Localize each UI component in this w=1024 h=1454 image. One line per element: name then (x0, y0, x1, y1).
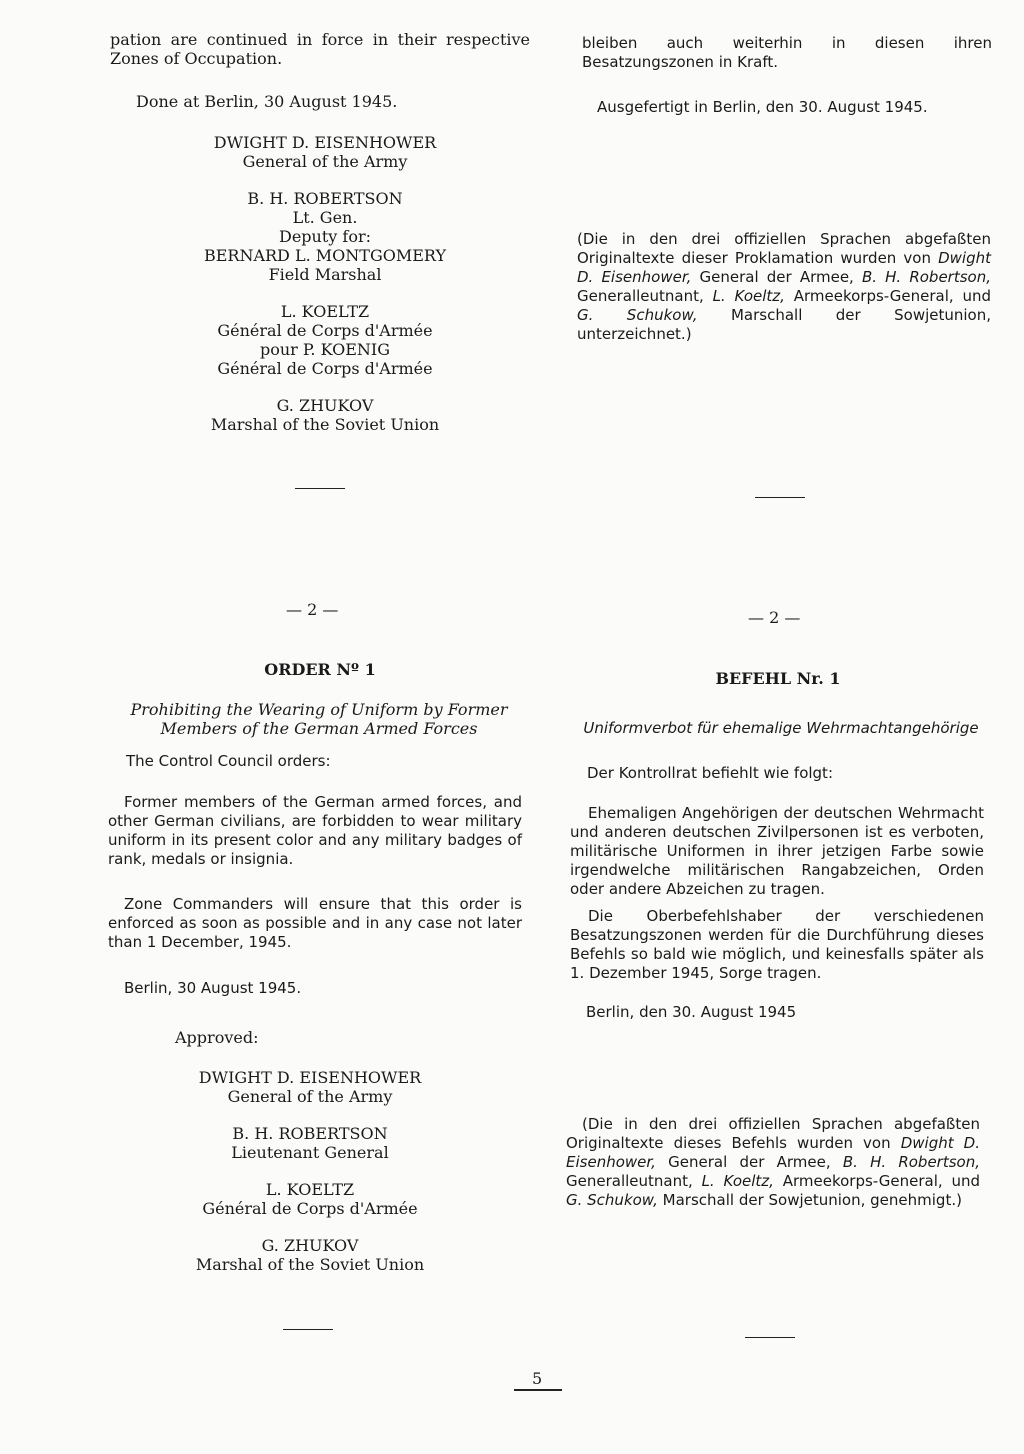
de-order-title: BEFEHL Nr. 1 (715, 669, 841, 688)
signatory-line: Marshal of the Soviet Union (195, 1255, 425, 1274)
de-order-subtitle: Uniformverbot für ehemalige Wehrmachtangehörige (583, 719, 979, 737)
de-order-intro: Der Kontrollrat befiehlt wie folgt: (587, 764, 833, 782)
signatory-line: Marshal of the Soviet Union (210, 415, 440, 434)
de-order-paragraph: Die Oberbefehlshaber der verschiedenen Besatzungszonen werden für die Durchführung dieses Befehls so bald wie möglich, und keinesfalls später als 1. Dezember 1945, Sorge tragen. (570, 907, 984, 982)
en-order-paragraph: Zone Commanders will ensure that this order is enforced as soon as possible and in any case not later than 1 December, 1945. (108, 895, 522, 951)
signatory-line: L. KOELTZ (265, 1180, 355, 1199)
de-order-paragraph: Ehemaligen Angehörigen der deutschen Wehrmacht und anderen deutschen Zivilpersonen ist es verboten, militärische Uniformen in ihrer jetzigen Farbe sowie irgendwelche militärischen Rangabzeichen, Orden oder andere Abzeichen zu tragen. (570, 804, 984, 898)
signatory-line: Deputy for: (279, 227, 371, 246)
page-number-underline (514, 1389, 562, 1391)
signatory-line: DWIGHT D. EISENHOWER (213, 133, 437, 152)
signatory (175, 396, 475, 434)
signatory (175, 302, 475, 378)
section-divider (755, 497, 805, 498)
signatory-line: B. H. ROBERTSON (232, 1124, 388, 1143)
en-continuation-text: pation are continued in force in their respective Zones of Occupation. (110, 30, 530, 68)
signatory-line: Field Marshal (268, 265, 382, 284)
en-order-date: Berlin, 30 August 1945. (124, 979, 302, 997)
signatory-line: Général de Corps d'Armée (217, 321, 433, 340)
signatory-line: pour P. KOENIG (259, 340, 391, 359)
signatory-line: Général de Corps d'Armée (217, 359, 433, 378)
page-number: 5 (532, 1369, 543, 1388)
section-divider (295, 488, 345, 489)
signatory-line: DWIGHT D. EISENHOWER (198, 1068, 422, 1087)
signatory-line: B. H. ROBERTSON (247, 189, 403, 208)
de-order-date: Berlin, den 30. August 1945 (586, 1003, 797, 1021)
signatory-line: BERNARD L. MONTGOMERY (203, 246, 447, 265)
de-order-note: (Die in den drei offiziellen Sprachen abgefaßten Originaltexte dieses Befehls wurden von Dwight D. Eisenhower, General der Armee, B. H. Robertson, Generalleutnant, L. Koeltz, Armeekorps-General, und G. Schukow, Marschall der Sowjetunion, genehmigt.) (566, 1115, 980, 1209)
en-order-signature-block (160, 1068, 460, 1274)
signatory (160, 1236, 460, 1274)
en-order-paragraph: Former members of the German armed forces, and other German civilians, are forbidden to wear military uniform in its present color and any military badges of rank, medals or insignia. (108, 793, 522, 868)
de-proclamation-note: (Die in den drei offiziellen Sprachen abgefaßten Originaltexte dieser Proklamation wurden von Dwight D. Eisenhower, General der Armee, B. H. Robertson, Generalleutnant, L. Koeltz, Armeekorps-General, und G. Schukow, Marschall der Sowjetunion, unterzeichnet.) (577, 230, 991, 343)
en-order-intro: The Control Council orders: (126, 752, 331, 770)
en-signature-block (175, 133, 475, 434)
signatory-line: Lt. Gen. (292, 208, 358, 227)
section-divider (745, 1337, 795, 1338)
signatory-line: G. ZHUKOV (276, 396, 374, 415)
signatory-line: G. ZHUKOV (261, 1236, 359, 1255)
signatory-line: General of the Army (227, 1087, 393, 1106)
de-done-at: Ausgefertigt in Berlin, den 30. August 1945. (597, 98, 928, 116)
en-done-at: Done at Berlin, 30 August 1945. (136, 92, 398, 111)
en-page-marker: — 2 — (286, 600, 339, 619)
en-approved-label: Approved: (175, 1028, 259, 1047)
en-order-subtitle: Prohibiting the Wearing of Uniform by Former Members of the German Armed Forces (130, 700, 508, 738)
signatory-line: Général de Corps d'Armée (202, 1199, 418, 1218)
signatory-line: General of the Army (242, 152, 408, 171)
signatory (175, 133, 475, 171)
en-order-title: ORDER Nº 1 (264, 660, 376, 679)
de-continuation-text: bleiben auch weiterhin in diesen ihren Besatzungszonen in Kraft. (582, 34, 992, 71)
signatory (160, 1180, 460, 1218)
signatory (160, 1124, 460, 1162)
section-divider (283, 1329, 333, 1330)
signatory (160, 1068, 460, 1106)
signatory (175, 189, 475, 284)
signatory-line: Lieutenant General (231, 1143, 389, 1162)
de-page-marker: — 2 — (748, 608, 801, 627)
signatory-line: L. KOELTZ (280, 302, 370, 321)
